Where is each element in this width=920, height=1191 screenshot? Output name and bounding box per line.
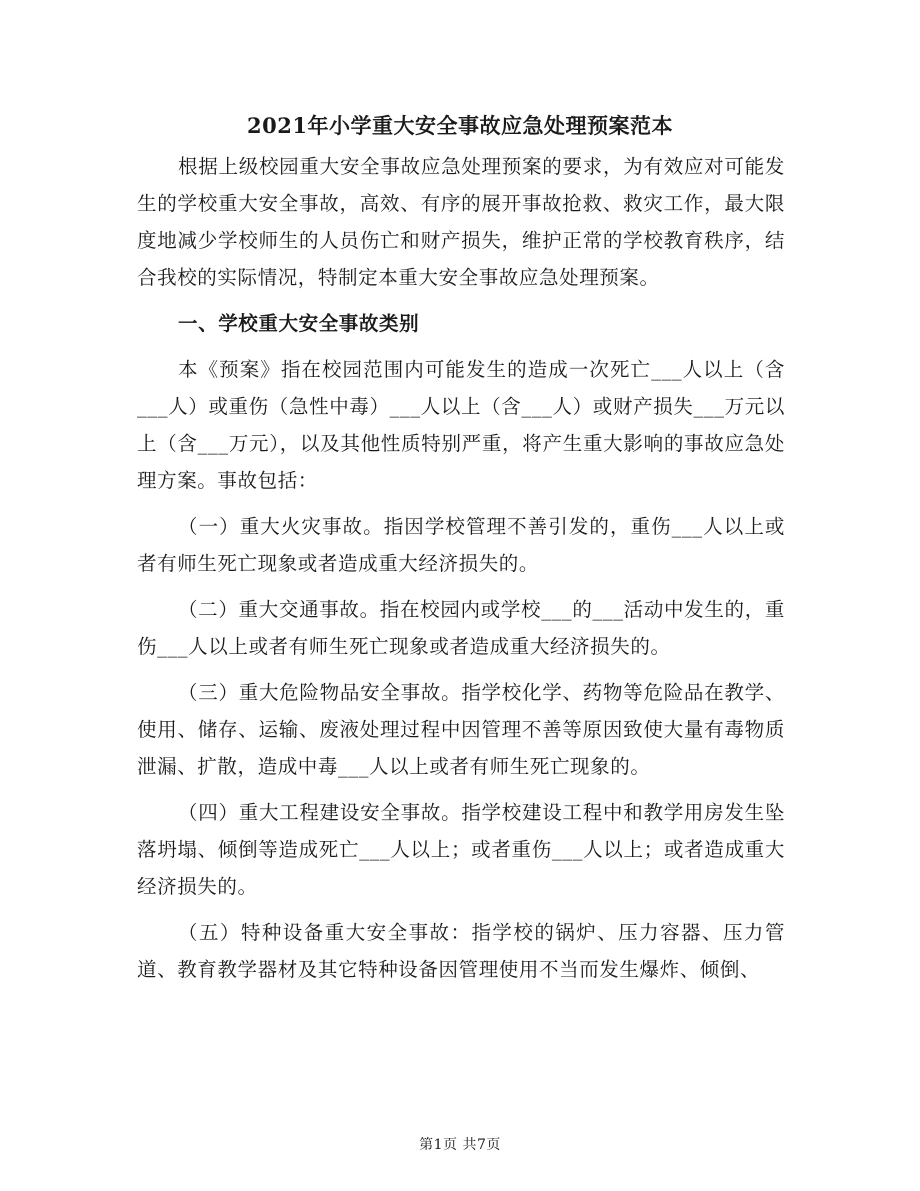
hazardous-materials-paragraph: （三）重大危险物品安全事故。指学校化学、药物等危险品在教学、使用、储存、运输、废液处理过程中因管理不善等原因致使大量有毒物质泄漏、扩散，造成中毒___人以上或者有师生死亡现象的。 xyxy=(137,681,785,778)
traffic-accident-paragraph: （二）重大交通事故。指在校园内或学校___的___活动中发生的，重伤___人以上或者有师生死亡现象或者造成重大经济损失的。 xyxy=(137,598,785,658)
scope-paragraph: 本《预案》指在校园范围内可能发生的造成一次死亡___人以上（含___人）或重伤（急性中毒）___人以上（含___人）或财产损失___万元以上（含___万元），以及其他性质特别严重，将产生重大影响的事故应急处理方案。事故包括： xyxy=(137,358,785,492)
special-equipment-paragraph: （五）特种设备重大安全事故：指学校的锅炉、压力容器、压力管道、教育教学器材及其它特种设备因管理使用不当而发生爆炸、倾倒、 xyxy=(137,921,785,981)
construction-accident-paragraph: （四）重大工程建设安全事故。指学校建设工程中和教学用房发生坠落坍塌、倾倒等造成死亡___人以上；或者重伤___人以上；或者造成重大经济损失的。 xyxy=(137,801,785,898)
document-title: 2021年小学重大安全事故应急处理预案范本 xyxy=(247,113,673,138)
intro-paragraph: 根据上级校园重大安全事故应急处理预案的要求，为有效应对可能发生的学校重大安全事故，高效、有序的展开事故抢救、救灾工作，最大限度地减少学校师生的人员伤亡和财产损失，维护正常的学校教育秩序，结合我校的实际情况，特制定本重大安全事故应急处理预案。 xyxy=(137,155,785,289)
document-body xyxy=(137,148,785,997)
fire-accident-paragraph: （一）重大火灾事故。指因学校管理不善引发的，重伤___人以上或者有师生死亡现象或者造成重大经济损失的。 xyxy=(137,515,785,575)
page-number: 第1页 共7页 xyxy=(419,1137,501,1153)
section-heading: 一、学校重大安全事故类别 xyxy=(178,312,420,335)
